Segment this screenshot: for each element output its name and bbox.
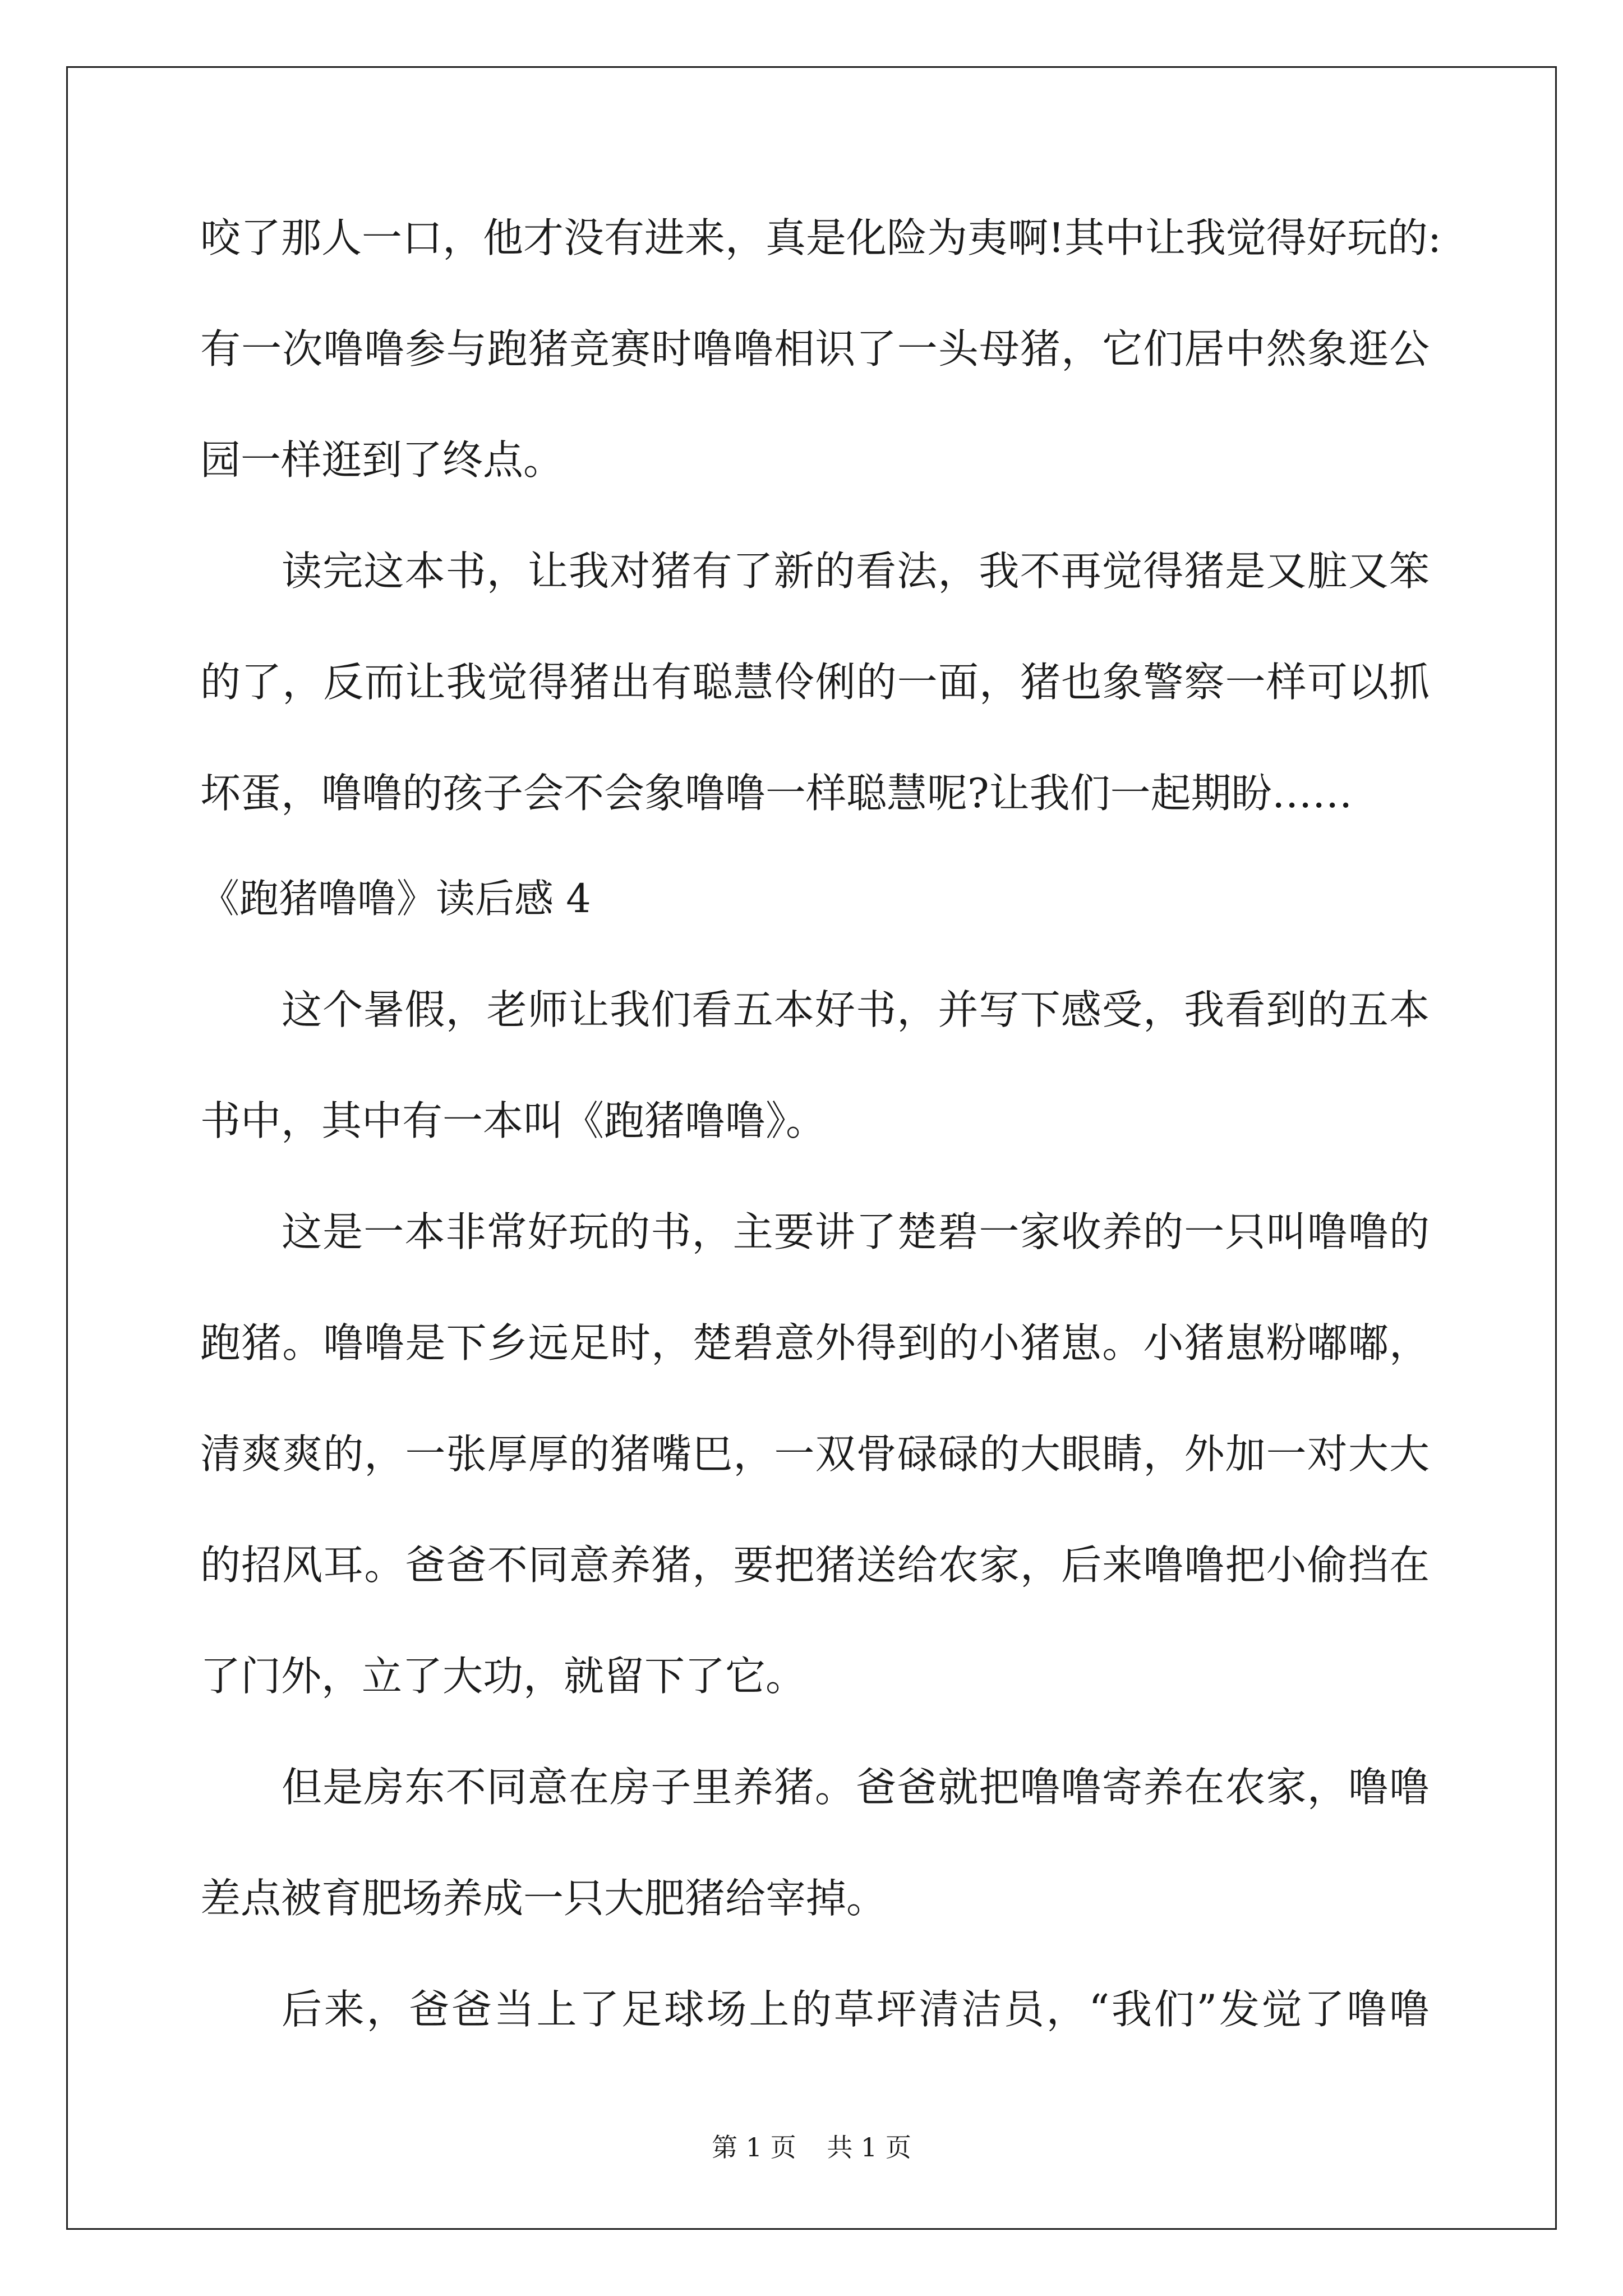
page-footer xyxy=(0,2132,1623,2163)
text-line: 书中，其中有一本叫《跑猪噜噜》。 xyxy=(200,1097,827,1144)
text-line: 读完这本书，让我对猪有了新的看法，我不再觉得猪是又脏又笨 xyxy=(282,547,1430,595)
text-line: 坏蛋，噜噜的孩子会不会象噜噜一样聪慧呢?让我们一起期盼…… xyxy=(200,770,1353,817)
text-line: 了门外，立了大功，就留下了它。 xyxy=(200,1653,806,1700)
text-line: 跑猪。噜噜是下乡远足时，楚碧意外得到的小猪崽。小猪崽粉嘟嘟， xyxy=(200,1319,1430,1366)
text-line: 这是一本非常好玩的书，主要讲了楚碧一家收养的一只叫噜噜的 xyxy=(282,1208,1430,1255)
text-line: 清爽爽的，一张厚厚的猪嘴巴，一双骨碌碌的大眼睛，外加一对大大 xyxy=(200,1430,1430,1478)
text-line: 咬了那人一口，他才没有进来，真是化险为夷啊!其中让我觉得好玩的: xyxy=(200,214,1442,261)
text-line: 差点被育肥场养成一只大肥猪给宰掉。 xyxy=(200,1875,887,1922)
text-line: 的招风耳。爸爸不同意养猪，要把猪送给农家，后来噜噜把小偷挡在 xyxy=(200,1542,1430,1589)
text-line: 园一样逛到了终点。 xyxy=(200,436,564,484)
page-total: 共 1 页 xyxy=(827,2132,911,2162)
text-line: 但是房东不同意在房子里养猪。爸爸就把噜噜寄养在农家，噜噜 xyxy=(282,1764,1430,1811)
section-heading: 《跑猪噜噜》读后感 4 xyxy=(200,876,591,922)
page-number: 第 1 页 xyxy=(712,2132,796,2162)
text-line: 有一次噜噜参与跑猪竞赛时噜噜相识了一头母猪，它们居中然象逛公 xyxy=(200,325,1430,372)
text-line: 后来，爸爸当上了足球场上的草坪清洁员，“我们”发觉了噜噜 xyxy=(282,1986,1430,2033)
text-line: 的了，反而让我觉得猪出有聪慧伶俐的一面，猪也象警察一样可以抓 xyxy=(200,659,1430,706)
text-line: 这个暑假，老师让我们看五本好书，并写下感受，我看到的五本 xyxy=(282,986,1430,1033)
